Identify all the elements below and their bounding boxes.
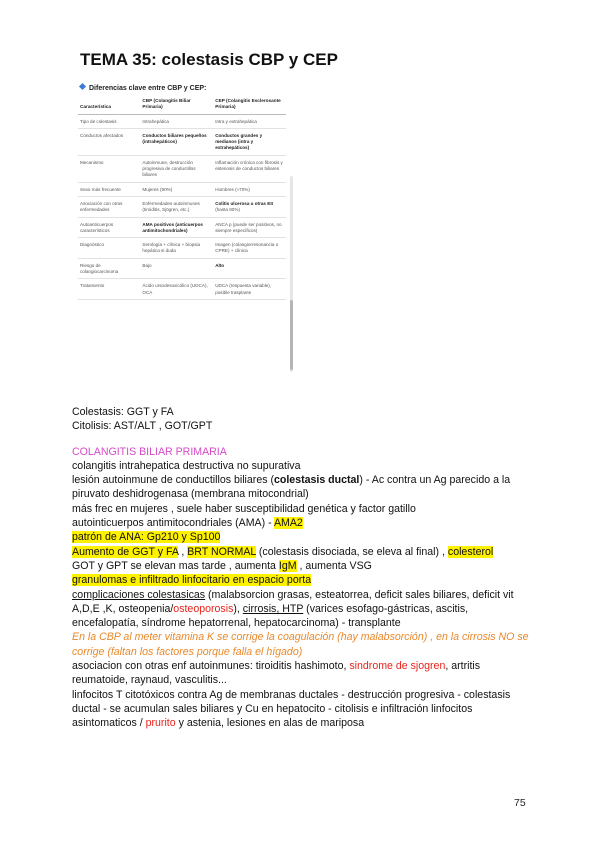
table-cell-cbp: Ácido ursodesoxicólico (UDCA), OCA [140, 279, 213, 300]
table-cell-cep: Intra y extrahepática [213, 114, 286, 128]
table-cell-feature: Tipo de colestasis [78, 114, 140, 128]
line-asociacion: asociacion con otras enf autoinmunes: tiroiditis hashimoto, sindrome de sjogren, artritis reumatoide, raynaud, vasculitis... [72, 660, 481, 687]
table-cell-cbp: Bajo [140, 258, 213, 279]
table-cell-cbp: Mujeres (90%) [140, 182, 213, 196]
line-clinica: asintomaticos / prurito y astenia, lesiones en alas de mariposa [72, 717, 365, 730]
line-definition: colangitis intrahepatica destructiva no supurativa [72, 459, 301, 472]
table-cell-feature: Diagnóstico [78, 238, 140, 259]
table-cell-feature: Tratamiento [78, 279, 140, 300]
column-header-cbp: CBP (Colangitis Biliar Primaria) [140, 98, 213, 114]
table-cell-cep: Alto [213, 258, 286, 279]
line-granulomas: granulomas e infiltrado linfocitario en espacio porta [72, 574, 312, 587]
line-lesion: lesión autoinmune de conductillos biliares (colestasis ductal) - Ac contra un Ag parecido a la piruvato deshidrogenasa (membrana mitocondrial) [72, 474, 511, 501]
line-ana: patrón de ANA: Gp210 y Sp100 [72, 531, 221, 544]
table-cell-cbp: Conductos biliares pequeños (intrahepáticos) [140, 128, 213, 155]
table-row [78, 128, 286, 155]
table-cell-cep: UDCA (respuesta variable), posible trasplante [213, 279, 286, 300]
table-cell-feature: Conductos afectados [78, 128, 140, 155]
line-linfocitos: linfocitos T citotóxicos contra Ag de membranas ductales - destrucción progresiva - colestasis ductal - se acumulan sales biliares y Cu en hepatocito - citolisis e infiltración linfocitos [72, 688, 511, 715]
table-cell-cep: Imagen (colangiorresonancia o CPRE) + clínica [213, 238, 286, 259]
table-cell-cep: Colitis ulcerosa u otras EII (hasta 80%) [213, 196, 286, 217]
table-row [78, 279, 286, 300]
table-cell-cbp: AMA positivos (anticuerpos antimitochondriales) [140, 217, 213, 238]
line-ama: autointicuerpos antimitocondriales (AMA) - AMA2 [72, 517, 303, 530]
line-analitica: Aumento de GGT y FA , BRT NORMAL (colestasis disociada, se eleva al final) , colesterol [72, 545, 494, 558]
page-number: 75 [514, 797, 526, 809]
table-cell-feature: Autoanticuerpos característicos [78, 217, 140, 238]
diamond-bullet-icon [79, 83, 86, 90]
table-cell-cep: Hombres (≈70%) [213, 182, 286, 196]
table-cell-feature: Asociación con otras enfermedades [78, 196, 140, 217]
table-row [78, 114, 286, 128]
table-cell-cbp: Intrahepática [140, 114, 213, 128]
table-cell-cbp: Autoinmune, destrucción progresiva de conductillos biliares [140, 155, 213, 182]
notes-body [72, 405, 532, 731]
section-heading-cbp: COLANGITIS BILIAR PRIMARIA [72, 445, 227, 458]
column-header-cep: CEP (Colangitis Esclerosante Primaria) [213, 98, 286, 114]
table-cell-cbp: Serología + clínica + biopsia hepática si duda [140, 238, 213, 259]
table-cell-cbp: Enfermedades autoinmunes (tiroiditis, Sjögren, etc.) [140, 196, 213, 217]
line-colestasis: Colestasis: GGT y FA [72, 406, 174, 418]
line-complicaciones: complicaciones colestasicas (malabsorcion grasas, esteatorrea, deficit sales biliares, deficit vit A,D,E ,K, osteopenia/osteoporosis), cirrosis, HTP (varices esofago-gástricas, ascitis, encefalopatía, síndrome hepatorrenal, hepatocarcinoma) - transplante [72, 588, 514, 630]
line-frecuencia: más frec en mujeres , suele haber susceptibilidad genética y factor gatillo [72, 502, 416, 515]
table-heading-text: Diferencias clave entre CBP y CEP: [89, 85, 207, 92]
table-cell-feature: Sexo más frecuente [78, 182, 140, 196]
table-heading [80, 84, 206, 92]
table-row [78, 238, 286, 259]
line-citolisis: Citolisis: AST/ALT , GOT/GPT [72, 420, 213, 433]
line-vitamina-k: En la CBP al meter vitamina K se corrige la coagulación (hay malabsorción) , en la cirrosis NO se corrige (faltan los factores porque falla el hígado) [72, 631, 529, 658]
table-row [78, 217, 286, 238]
table-row [78, 258, 286, 279]
table-row [78, 196, 286, 217]
table-cell-feature: Mecanismo [78, 155, 140, 182]
page-title: TEMA 35: colestasis CBP y CEP [80, 50, 338, 69]
table-cell-cep: Inflamación crónica con fibrosis y estenosis de conductos biliares [213, 155, 286, 182]
line-transaminasas: GOT y GPT se elevan mas tarde , aumenta IgM , aumenta VSG [72, 559, 372, 572]
comparison-table-image [72, 80, 296, 378]
table-cell-cep: ANCA p (puede ser positivos, no siempre específicos) [213, 217, 286, 238]
scrollbar-thumb[interactable] [290, 300, 293, 370]
table-row [78, 182, 286, 196]
table-cell-cep: Conductos grandes y medianos (intra y extrahepáticos) [213, 128, 286, 155]
column-header-feature: Característica [78, 98, 140, 114]
comparison-table [78, 98, 286, 300]
table-cell-feature: Riesgo de colangiocarcinoma [78, 258, 140, 279]
table-row [78, 155, 286, 182]
